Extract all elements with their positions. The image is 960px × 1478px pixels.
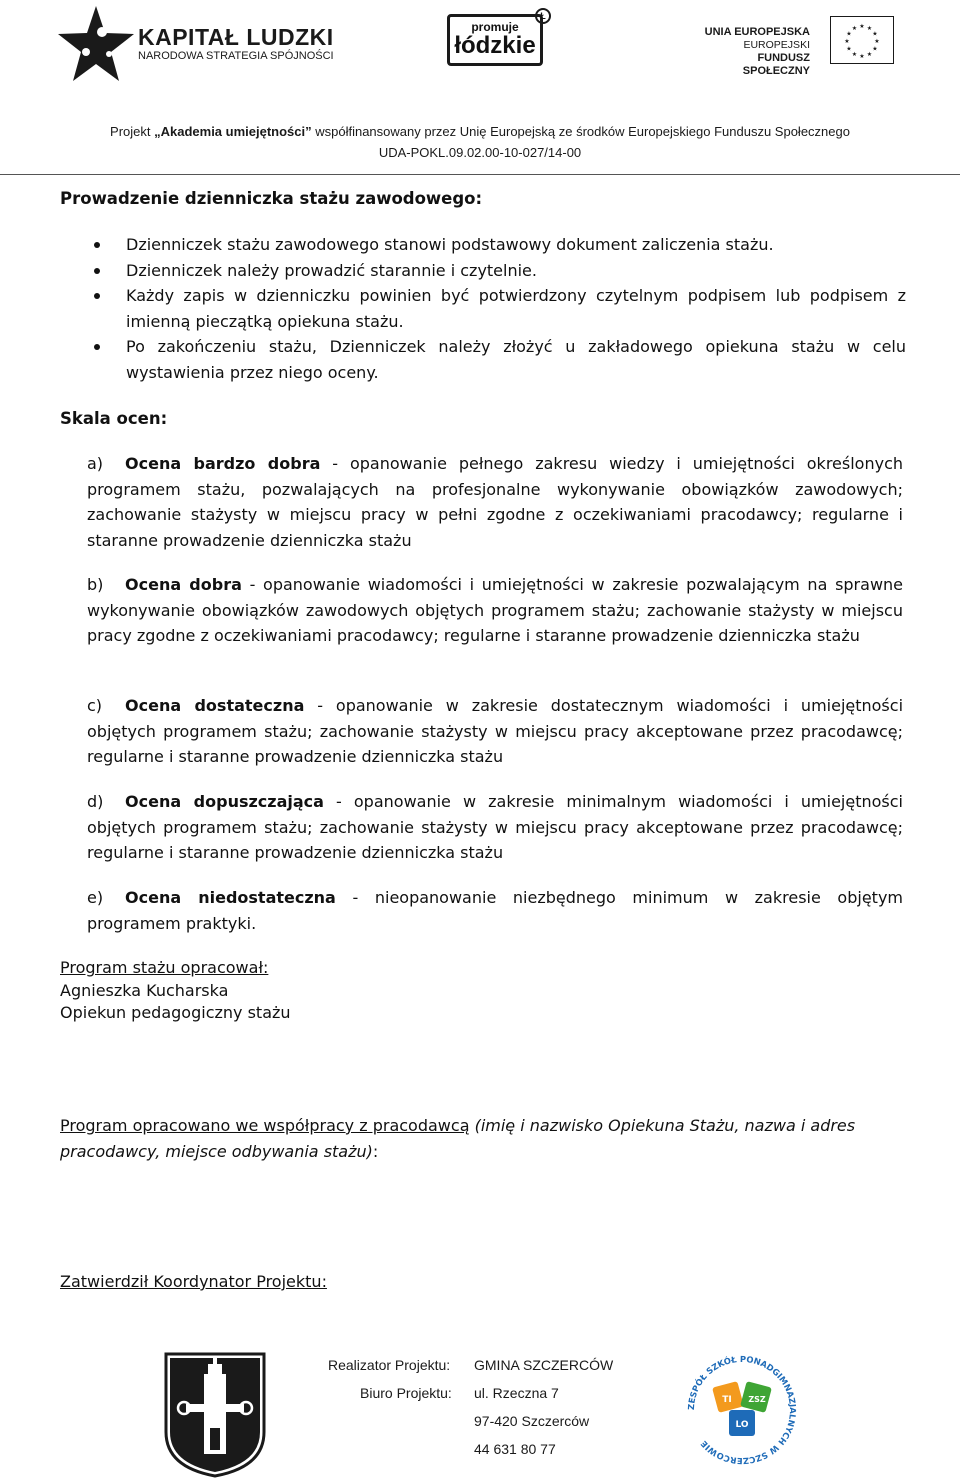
grade-desc: - opanowanie pełnego zakresu wiedzy i umiejętności określonych programem stażu, pozwalających na profesjonalne wykonywanie obowiązków zawodowych; zachowanie stażysty w miejscu pracy w pełni zgodne z oczekiwaniami pracodawcy; regularne i staranne prowadzenie dzienniczka stażu (87, 454, 903, 550)
school-ring-text: ZESPÓŁ SZKÓŁ PONADGIMNAZJALNYCH W SZCZERCOWIE (685, 1353, 799, 1467)
project-code: UDA-POKL.09.02.00-10-027/14-00 (378, 145, 582, 160)
cooperation-colon: : (372, 1142, 379, 1161)
grade-name: Ocena niedostateczna (125, 888, 336, 907)
eu-star-icon: ★ (874, 38, 880, 45)
approved-label: Zatwierdził Koordynator Projektu: (60, 1272, 327, 1291)
header-divider (0, 174, 960, 175)
eu-star-icon: ★ (851, 51, 858, 58)
biuro-label: Biuro Projektu: (360, 1385, 452, 1401)
eu-star-icon: ★ (872, 30, 878, 38)
school-logo-icon (682, 1350, 802, 1470)
eu-fund-text (698, 26, 810, 78)
cooperation-block (60, 1113, 900, 1165)
eu-star-icon: ★ (872, 45, 878, 53)
biuro-street: ul. Rzeczna 7 (474, 1385, 559, 1401)
kapital-ludzki-subtitle: NARODOWA STRATEGIA SPÓJNOŚCI (138, 50, 334, 62)
author-name: Agnieszka Kucharska (60, 980, 229, 1000)
grade-name: Ocena dostateczna (125, 696, 305, 715)
realizator-label: Realizator Projektu: (328, 1357, 451, 1373)
project-name: „Akademia umiejętności” (154, 124, 312, 139)
grade-desc: - opanowanie w zakresie minimalnym wiadomości i umiejętności objętych programem stażu; zachowanie stażysty w miejscu pracy akceptowane przez pracodawcę; regularne i staranne prowadzenie dzienniczka stażu (87, 792, 903, 863)
school-ti-text: TI (722, 1395, 732, 1405)
grade-e: e) Ocena niedostateczna - nieopanowanie niezbędnego minimum w zakresie objętym programem praktyki. (87, 888, 903, 933)
biuro-city: 97-420 Szczerców (474, 1413, 590, 1429)
grade-desc: - opanowanie wiadomości i umiejętności w zakresie pozwalającym na sprawne wykonywanie obowiązków zawodowych objętych programem stażu; zachowanie stażysty w miejscu pracy zgodne z oczekiwaniami pracodawcy; regularne i staranne prowadzenie dzienniczka stażu (87, 575, 904, 646)
rules-list (88, 232, 906, 385)
bullet-icon (94, 268, 100, 274)
author-role: Opiekun pedagogiczny stażu (60, 1003, 291, 1022)
realizator-value: GMINA SZCZERCÓW (474, 1357, 614, 1373)
lodz-mark-icon: Ł (535, 8, 551, 24)
eu-star-icon: ★ (844, 38, 850, 45)
school-lo-text: LO (735, 1420, 749, 1430)
eu-star-icon: ★ (866, 25, 873, 32)
ue-line-3: FUNDUSZ SPOŁECZNY (742, 52, 810, 77)
szczercow-crest-icon (164, 1352, 266, 1478)
school-zsz-text: ZSZ (748, 1395, 766, 1404)
ue-line-1: UNIA EUROPEJSKA (704, 26, 810, 38)
lodzkie-text: łódzkie (454, 32, 536, 59)
eu-star-icon: ★ (846, 30, 852, 38)
list-item: Dzienniczek stażu zawodowego stanowi podstawowy dokument zaliczenia stażu. (88, 232, 906, 258)
author-label: Program stażu opracował: (60, 958, 269, 977)
list-item: Dzienniczek należy prowadzić starannie i czytelnie. (88, 258, 906, 284)
section-title: Prowadzenie dzienniczka stażu zawodowego: (60, 189, 483, 208)
eu-star-icon: ★ (859, 53, 865, 60)
eu-star-icon: ★ (859, 23, 865, 30)
grade-b: b) Ocena dobra - opanowanie wiadomości i umiejętności w zakresie pozwalającym na sprawne wykonywanie obowiązków zawodowych objętych programem stażu; zachowanie stażysty w miejscu pracy zgodne z oczekiwaniami pracodawcy; regularne i staranne prowadzenie dzienniczka stażu (87, 575, 904, 646)
promuje-lodzkie-logo (447, 14, 543, 66)
bullet-icon (94, 242, 100, 248)
ue-line-2: EUROPEJSKI (743, 39, 810, 51)
cooperation-label: Program opracowano we współpracy z pracodawcą (60, 1116, 470, 1135)
grade-name: Ocena dobra (125, 575, 242, 594)
grade-desc: - opanowanie w zakresie dostatecznym wiadomości i umiejętności objętych programem stażu; zachowanie stażysty w miejscu pracy akceptowane przez pracodawcę; regularne i staranne prowadzenie dzienniczka stażu (87, 696, 904, 767)
grade-a: a) Ocena bardzo dobra - opanowanie pełnego zakresu wiedzy i umiejętności określonych programem stażu, pozwalających na profesjonalne wykonywanie obowiązków zawodowych; zachowanie stażysty w miejscu pracy w pełni zgodne z oczekiwaniami pracodawcy; regularne i staranne prowadzenie dzienniczka stażu (87, 454, 903, 550)
project-prefix: Projekt (110, 124, 155, 139)
promuje-text: promuje (471, 20, 519, 34)
kapital-ludzki-title: KAPITAŁ LUDZKI (138, 24, 334, 50)
kapital-ludzki-star-icon (56, 4, 136, 84)
grade-d: d) Ocena dopuszczająca - opanowanie w zakresie minimalnym wiadomości i umiejętności objętych programem stażu; zachowanie stażysty w miejscu pracy akceptowane przez pracodawcę; regularne i staranne prowadzenie dzienniczka stażu (87, 792, 903, 863)
eu-star-icon: ★ (846, 45, 852, 53)
scale-title: Skala ocen: (60, 409, 168, 428)
eu-star-icon: ★ (866, 51, 873, 58)
eu-flag-icon (830, 16, 894, 64)
bullet-icon (94, 344, 100, 350)
grade-name: Ocena bardzo dobra (125, 454, 321, 473)
grade-desc: - nieopanowanie niezbędnego minimum w zakresie objętym programem praktyki. (87, 888, 903, 933)
eu-star-icon: ★ (851, 25, 858, 32)
cooperation-note: (imię i nazwisko Opiekuna Stażu, nazwa i adres pracodawcy, miejsce odbywania stażu) (60, 1116, 856, 1161)
list-item: Każdy zapis w dzienniczku powinien być potwierdzony czytelnym podpisem lub podpisem z imienną pieczątką opiekuna stażu. (88, 283, 906, 334)
biuro-phone: 44 631 80 77 (474, 1441, 556, 1457)
bullet-icon (94, 293, 100, 299)
grade-c: c) Ocena dostateczna - opanowanie w zakresie dostatecznym wiadomości i umiejętności objętych programem stażu; zachowanie stażysty w miejscu pracy akceptowane przez pracodawcę; regularne i staranne prowadzenie dzienniczka stażu (87, 696, 904, 767)
grade-name: Ocena dopuszczająca (125, 792, 324, 811)
list-item: Po zakończeniu stażu, Dzienniczek należy złożyć u zakładowego opiekuna stażu w celu wystawienia przez niego oceny. (88, 334, 906, 385)
author-block (60, 957, 291, 1025)
project-suffix: współfinansowany przez Unię Europejską ze środków Europejskiego Funduszu Społecznego (311, 124, 850, 139)
project-line (0, 124, 960, 139)
